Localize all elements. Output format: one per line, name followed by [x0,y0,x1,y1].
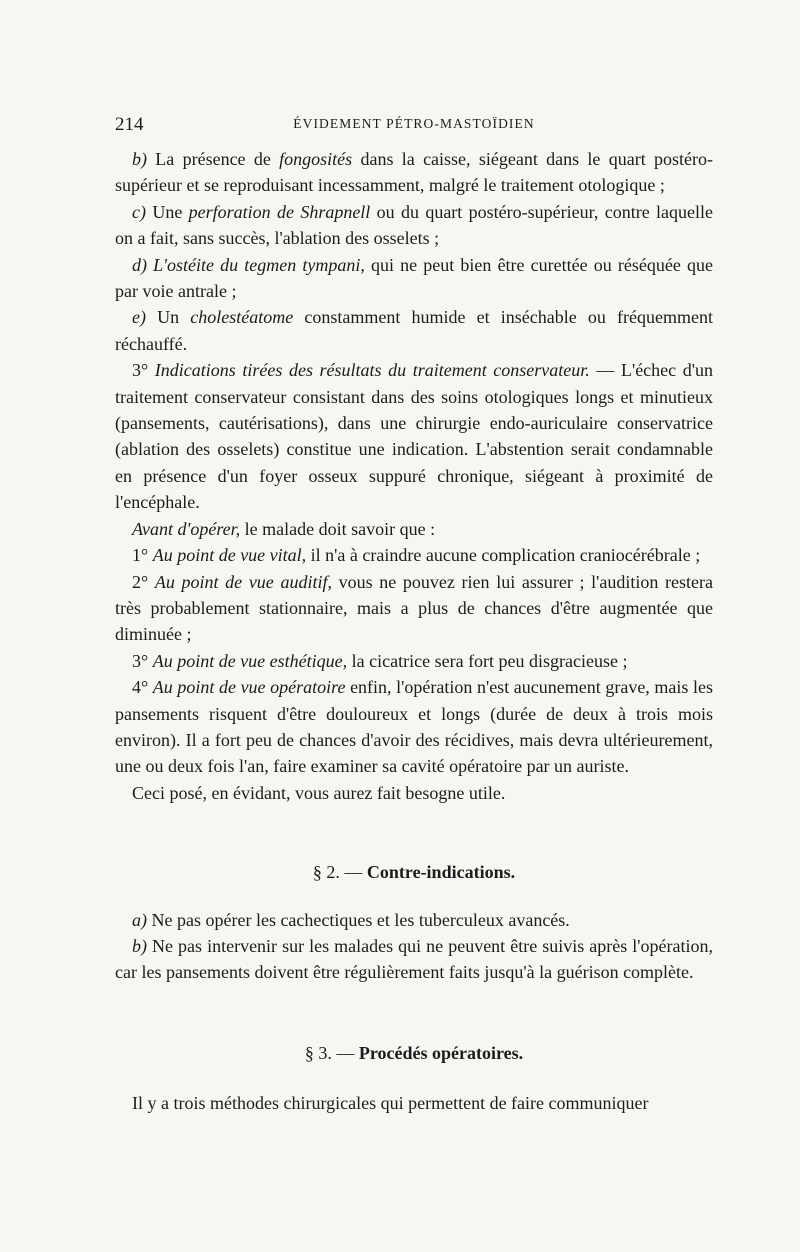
paragraph-1-vital: 1° Au point de vue vital, il n'a à craindre aucune complication craniocérébrale ; [132,545,701,566]
emphasis: Avant d'opérer, [132,518,241,539]
emphasis: Au point de vue auditif, [154,571,332,592]
emphasis: Indications tirées des résultats du traitement conservateur. [154,360,590,381]
emphasis: perforation de Shrapnell [188,201,371,222]
running-head [115,114,713,138]
section-title: Contre-indications. [366,862,516,883]
emphasis: fongosités [279,149,353,169]
list-marker: c) [132,201,146,222]
paragraph-avant-operer: Avant d'opérer, le malade doit savoir que : [132,518,436,539]
list-marker: b) [132,149,147,169]
paragraph-trois-methodes: Il y a trois méthodes chirurgicales qui permettent de faire communiquer [132,1093,649,1114]
section-heading-contre-indications [115,859,713,885]
section-number: § 3. — [304,1042,359,1063]
list-marker: b) [132,935,147,956]
list-marker: 2° [132,571,149,592]
emphasis: Au point de vue vital, [152,545,307,566]
list-marker: a) [132,909,147,930]
paragraph-4-operatoire: 4° Au point de vue opératoire enfin, l'opération n'est aucunement grave, mais les pansements risquent d'être douloureux et longs (durée de deux à trois mois environ). Il a fort peu de chances d'avoir des récidives, mais devra ultérieurement, une ou deux fois l'an, faire examiner sa cavité opératoire par un auriste. [115,677,713,777]
paragraph-c-perforation: c) Une perforation de Shrapnell ou du quart postéro-supérieur, contre laquelle on a fait, sans succès, l'ablation des osselets ; [115,201,713,249]
running-title: ÉVIDEMENT PÉTRO-MASTOÏDIEN [293,116,535,131]
paragraph-a-cachectiques: a) Ne pas opérer les cachectiques et les tuberculeux avancés. [132,909,570,930]
list-marker: 3° [132,650,149,671]
paragraph-d-osteite: d) L'ostéite du tegmen tympani, qui ne peut bien être curettée ou réséquée que par voie antrale ; [115,254,713,302]
list-marker: 1° [132,545,149,566]
section-number: § 2. — [312,862,367,883]
paragraph-b-fongosites: b) La présence de fongosités dans la caisse, siégeant dans le quart postéro-supérieur et se reproduisant incessamment, malgré le traitement otologique ; [115,149,713,196]
emphasis: cholestéatome [190,307,294,328]
section-title: Procédés opératoires. [358,1042,524,1063]
paragraph-2-auditif: 2° Au point de vue auditif, vous ne pouvez rien lui assurer ; l'audition restera très probablement stationnaire, mais a plus de chances d'être augmentée que diminuée ; [115,571,713,645]
list-marker: 3° [132,360,149,381]
paragraph-e-cholesteatome: e) Un cholestéatome constamment humide et inséchable ou fréquemment réchauffé. [115,307,713,354]
emphasis: Au point de vue esthétique, [152,650,348,671]
body-text [115,146,713,1117]
paragraph-3-esthetique: 3° Au point de vue esthétique, la cicatrice sera fort peu disgracieuse ; [132,650,628,671]
list-marker: e) [132,307,146,328]
list-marker: d) [132,254,147,275]
section-heading-procedes-operatoires [115,1040,713,1066]
paragraph-3-indications: 3° Indications tirées des résultats du traitement conservateur. — L'échec d'un traitement conservateur consistant dans des soins otologiques longs et minutieux (pansements, cautérisations), dans une chirurgie endo-auriculaire conservatrice (ablation des osselets) constitue une indication. L'abstention serait condamnable en présence d'un foyer osseux suppuré chronique, siégeant à proximité de l'encéphale. [115,360,713,513]
emphasis: Au point de vue opératoire [152,677,346,698]
page-number: 214 [115,114,144,135]
paragraph-ceci-pose: Ceci posé, en évidant, vous aurez fait besogne utile. [132,782,506,803]
emphasis: L'ostéite du tegmen tympani, [153,254,365,275]
paragraph-b-malades: b) Ne pas intervenir sur les malades qui ne peuvent être suivis après l'opération, car les pansements doivent être régulièrement faits jusqu'à la guérison complète. [115,935,713,983]
list-marker: 4° [132,677,149,698]
